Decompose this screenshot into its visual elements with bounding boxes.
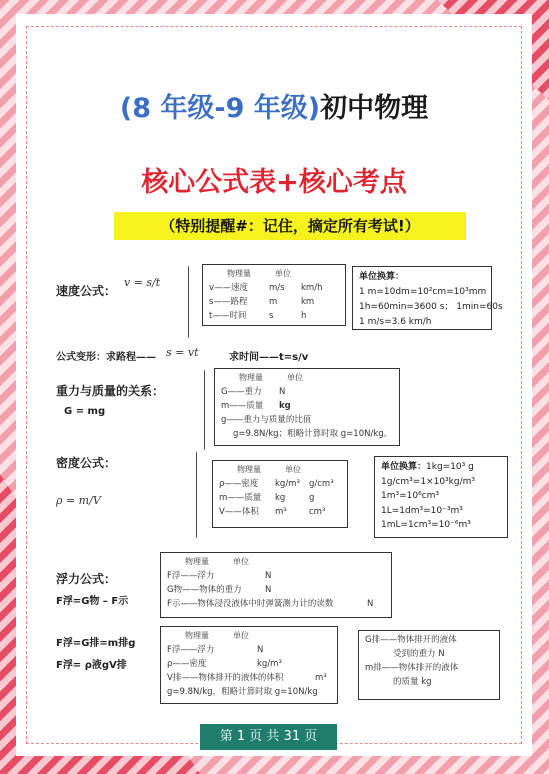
reminder-banner: （特别提醒#：记住，摘定所有考试!） <box>114 212 466 240</box>
gravity-formula: G = mg <box>64 406 106 417</box>
page-indicator: 第 1 页 共 31 页 <box>200 724 337 750</box>
buoyancy-side-note: G排——物体排开的液体 受到的重力 N m排——物体排开的液体 的质量 kg <box>358 630 500 700</box>
density-formula: ρ = m/V <box>56 494 101 507</box>
buoyancy-quantity-table-2: 物理量 单位 F浮——浮力 N ρ——密度 kg/m³ V排——物体排开的液体的体积 m³ g=9.8N/kg，粗略计算时取 g=10N/kg <box>160 626 338 704</box>
title-grade: (8 年级-9 年级) <box>119 93 321 124</box>
title-subject: 初中物理 <box>320 93 429 124</box>
speed-label: 速度公式： <box>56 284 117 298</box>
density-label: 密度公式： <box>56 456 117 470</box>
speed-unit-conversion: 单位换算： 1 m=10dm=10²cm=10³mm 1h=60min=3600 s； 1min=60s 1 m/s=3.6 km/h <box>352 266 492 330</box>
buoyancy-label: 浮力公式： <box>56 572 117 586</box>
buoyancy-formula-2: F浮=G排=m排g <box>56 638 136 649</box>
transform-time: 求时间——t=s/v <box>229 352 309 363</box>
page-title <box>16 86 532 125</box>
gravity-quantity-table: 物理量 单位 G——重力 N m——质量 kg g——重力与质量的比值 g=9.8N/kg；粗略计算时取 g=10N/kg。 <box>214 368 400 446</box>
density-quantity-table: 物理量 单位 ρ——密度 kg/m³ g/cm³ m——质量 kg g V——体积 m³ cm³ <box>212 460 348 528</box>
gravity-label: 重力与质量的关系： <box>56 384 165 398</box>
page-subtitle: 核心公式表+核心考点 <box>141 167 407 198</box>
brace <box>196 452 197 538</box>
transform-formula: s = vt <box>166 346 199 359</box>
density-unit-conversion: 单位换算：1kg=10³ g 1g/cm³=1×10³kg/m³ 1m³=10⁶cm³ 1L=1dm³=10⁻³m³ 1mL=1cm³=10⁻⁶m³ <box>374 456 508 538</box>
speed-formula: v = s/t <box>124 276 161 289</box>
speed-quantity-table: 物理量 单位 v——速度 m/s km/h s——路程 m km t——时间 s h <box>202 264 346 326</box>
document-page <box>16 14 532 756</box>
buoyancy-quantity-table-1: 物理量 单位 F浮——浮力 N G物——物体的重力 N F示——物体浸没液体中时弹簧测力计的读数 N <box>160 552 392 618</box>
transform-label: 公式变形：求路程—— <box>56 352 156 363</box>
buoyancy-formula-3: F浮= ρ液gV排 <box>56 660 127 671</box>
brace <box>188 266 189 338</box>
brace <box>204 370 205 450</box>
buoyancy-formula-1: F浮=G物 – F示 <box>56 596 129 607</box>
